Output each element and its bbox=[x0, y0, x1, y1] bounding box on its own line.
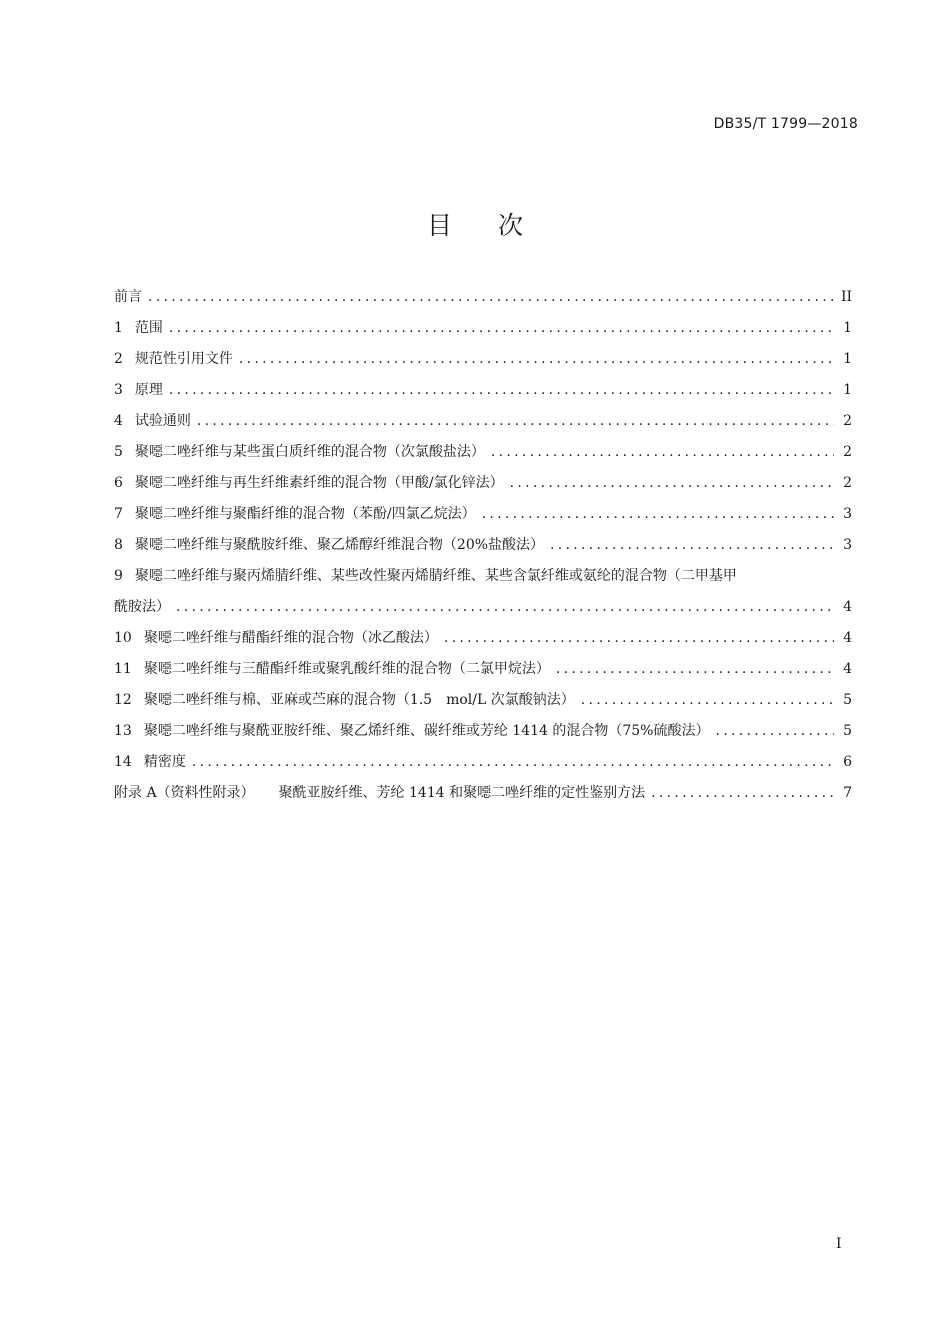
toc-entry-text: 聚噁二唑纤维与三醋酯纤维或聚乳酸纤维的混合物（二氯甲烷法） bbox=[143, 661, 550, 677]
dot-leader bbox=[148, 286, 833, 308]
toc-entry-page: II bbox=[840, 289, 852, 305]
toc-entry-text: 聚噁二唑纤维与聚酰胺纤维、聚乙烯醇纤维混合物（20%盐酸法） bbox=[134, 537, 545, 553]
toc-entry-text: 范围 bbox=[134, 320, 163, 336]
toc-entry-page: 1 bbox=[843, 320, 852, 336]
dot-leader bbox=[491, 441, 834, 463]
table-of-contents bbox=[114, 286, 852, 813]
toc-entry-5[interactable] bbox=[114, 441, 852, 472]
toc-entry-number: 12 bbox=[114, 692, 132, 708]
toc-entry-2[interactable] bbox=[114, 348, 852, 379]
toc-entry-number: 6 bbox=[114, 475, 123, 491]
toc-entry-11[interactable] bbox=[114, 658, 852, 689]
toc-entry-page: 4 bbox=[843, 661, 852, 677]
toc-entry-text-continued: 酰胺法） bbox=[114, 599, 170, 615]
toc-entry-8[interactable] bbox=[114, 534, 852, 565]
toc-entry-text: 前言 bbox=[114, 289, 142, 305]
toc-entry-number: 4 bbox=[114, 413, 123, 429]
toc-entry-appendix-a[interactable] bbox=[114, 782, 852, 813]
toc-entry-number: 7 bbox=[114, 506, 123, 522]
toc-entry-number: 2 bbox=[114, 351, 123, 367]
dot-leader bbox=[176, 596, 834, 618]
toc-entry-text: 聚噁二唑纤维与聚丙烯腈纤维、某些改性聚丙烯腈纤维、某些含氯纤维或氨纶的混合物（二甲基甲 bbox=[134, 568, 737, 584]
dot-leader bbox=[444, 627, 834, 649]
toc-entry-number: 11 bbox=[114, 661, 132, 677]
toc-entry-page: 2 bbox=[843, 413, 852, 429]
toc-entry-6[interactable] bbox=[114, 472, 852, 503]
dot-leader bbox=[197, 410, 834, 432]
toc-entry-text: 聚噁二唑纤维与某些蛋白质纤维的混合物（次氯酸盐法） bbox=[134, 444, 485, 460]
toc-entry-page: 4 bbox=[843, 630, 852, 646]
toc-entry-text: 聚噁二唑纤维与聚酯纤维的混合物（苯酚/四氯乙烷法） bbox=[134, 506, 476, 522]
toc-entry-page: 3 bbox=[843, 506, 852, 522]
dot-leader bbox=[192, 751, 834, 773]
toc-entry-4[interactable] bbox=[114, 410, 852, 441]
toc-entry-number: 8 bbox=[114, 537, 123, 553]
toc-entry-1[interactable] bbox=[114, 317, 852, 348]
dot-leader bbox=[510, 472, 834, 494]
toc-entry-text: 聚酰亚胺纤维、芳纶 1414 和聚噁二唑纤维的定性鉴别方法 bbox=[278, 785, 646, 801]
toc-entry-page: 6 bbox=[843, 754, 852, 770]
page-title bbox=[0, 206, 950, 242]
toc-entry-text: 规范性引用文件 bbox=[134, 351, 233, 367]
toc-entry-12[interactable] bbox=[114, 689, 852, 720]
toc-entry-text: 原理 bbox=[134, 382, 163, 398]
toc-entry-14[interactable] bbox=[114, 751, 852, 782]
toc-entry-3[interactable] bbox=[114, 379, 852, 410]
dot-leader bbox=[556, 658, 834, 680]
appendix-label: 附录 A（资料性附录） bbox=[114, 785, 255, 801]
document-code: DB35/T 1799—2018 bbox=[713, 116, 858, 132]
toc-entry-page: 5 bbox=[843, 692, 852, 708]
toc-entry-text: 聚噁二唑纤维与再生纤维素纤维的混合物（甲酸/氯化锌法） bbox=[134, 475, 504, 491]
toc-entry-10[interactable] bbox=[114, 627, 852, 658]
dot-leader bbox=[239, 348, 834, 370]
toc-entry-number: 5 bbox=[114, 444, 123, 460]
toc-entry-page: 7 bbox=[843, 785, 852, 801]
toc-entry-page: 5 bbox=[843, 723, 852, 739]
title-char-2: 次 bbox=[498, 211, 524, 240]
dot-leader bbox=[169, 379, 834, 401]
toc-entry-number: 1 bbox=[114, 320, 123, 336]
page-number: I bbox=[836, 1236, 842, 1252]
dot-leader bbox=[651, 782, 834, 804]
toc-entry-text: 聚噁二唑纤维与棉、亚麻或苎麻的混合物（1.5 mol/L 次氯酸钠法） bbox=[143, 692, 575, 708]
toc-entry-page: 1 bbox=[843, 382, 852, 398]
dot-leader bbox=[482, 503, 834, 525]
toc-entry-number: 3 bbox=[114, 382, 123, 398]
toc-entry-page: 1 bbox=[843, 351, 852, 367]
toc-entry-number: 10 bbox=[114, 630, 132, 646]
toc-entry-text: 聚噁二唑纤维与聚酰亚胺纤维、聚乙烯纤维、碳纤维或芳纶 1414 的混合物（75%硫酸法） bbox=[143, 723, 710, 739]
title-char-1: 目 bbox=[426, 211, 452, 240]
toc-entry-page: 2 bbox=[843, 444, 852, 460]
toc-entry-page: 4 bbox=[843, 599, 852, 615]
toc-entry-13[interactable] bbox=[114, 720, 852, 751]
toc-entry-number: 9 bbox=[114, 568, 123, 584]
toc-entry-text: 聚噁二唑纤维与醋酯纤维的混合物（冰乙酸法） bbox=[143, 630, 438, 646]
toc-entry-page: 2 bbox=[843, 475, 852, 491]
dot-leader bbox=[581, 689, 834, 711]
dot-leader bbox=[550, 534, 834, 556]
toc-entry-preface[interactable] bbox=[114, 286, 852, 317]
toc-entry-text: 精密度 bbox=[143, 754, 186, 770]
toc-entry-7[interactable] bbox=[114, 503, 852, 534]
toc-entry-number: 14 bbox=[114, 754, 132, 770]
toc-entry-9[interactable] bbox=[114, 565, 852, 627]
dot-leader bbox=[715, 720, 834, 742]
toc-entry-page: 3 bbox=[843, 537, 852, 553]
toc-entry-text: 试验通则 bbox=[134, 413, 191, 429]
dot-leader bbox=[169, 317, 834, 339]
toc-entry-number: 13 bbox=[114, 723, 132, 739]
